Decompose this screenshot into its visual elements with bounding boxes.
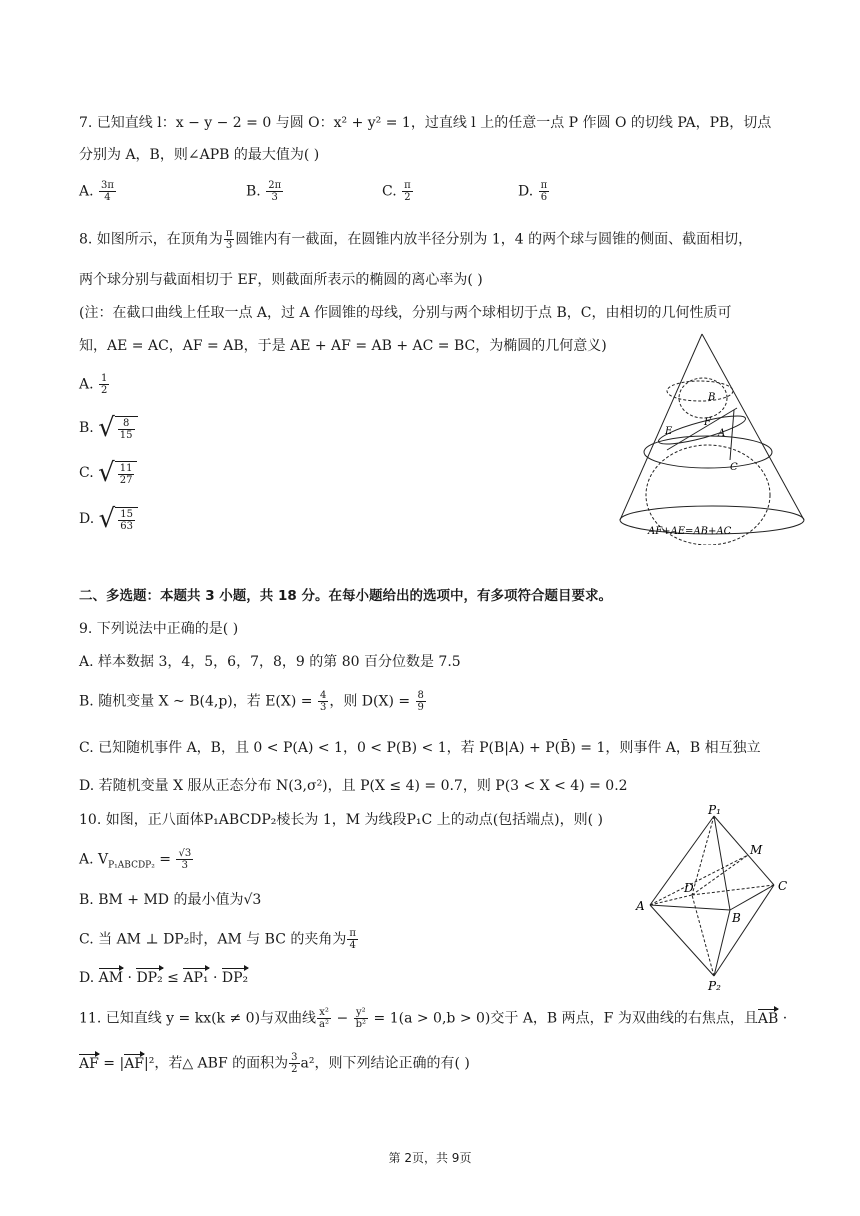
q8-option-c: C. √ $\frac{11}{27}$ [79,460,137,486]
cone-label-f: F [704,417,711,428]
q9-stem: 9. 下列说法中正确的是( ) [79,621,239,637]
cone-caption: AF+AE=AB+AC [648,526,732,537]
q10-option-b: B. BM + MD 的最小值为√3 [79,892,262,908]
section-2-heading: 二、多选题：本题共 3 小题，共 18 分。在每小题给出的选项中，有多项符合题目要求。 [79,588,612,604]
cone-label-b: B [708,392,716,403]
q11-line1: 11. 已知直线 y = kx(k ≠ 0)与双曲线 $\frac{\text{x²}}{\text{a²}}$ − $\frac{\text{y²}}{\text{b²}}$ = 1(a > 0,b > 0)交于 A，B 两点，F 为双曲线的右焦点，且AB · [79,1007,788,1030]
q9-option-c: C. 已知随机事件 A，B，且 0 < P(A) < 1，0 < P(B) < 1，若 P(B|A) + P(B̄) = 1，则事件 A，B 相互独立 [79,740,761,756]
oct-label-m: M [750,843,763,857]
cone-figure [612,330,812,545]
q10-stem: 10. 如图，正八面体P₁ABCDP₂棱长为 1，M 为线段P₁C 上的动点(包括端点)，则( ) [79,812,604,828]
q9-option-b: B. 随机变量 X ~ B(4,p)，若 E(X) = $\frac{4}{3}$ ，则 D(X) = $\frac{8}{9}$ [79,690,424,713]
oct-label-p2: P₂ [708,979,721,992]
oct-label-a: A [636,899,645,913]
q8-option-b: B. √ $\frac{8}{15}$ [79,415,138,441]
q10-option-c: C. 当 AM ⊥ DP₂时，AM 与 BC 的夹角为 $\frac{\pi}{4}$ [79,928,356,951]
q7-option-b: B. $\frac{2\pi}{3}$ [246,180,282,203]
q7-option-d: D. $\frac{\pi}{6}$ [518,180,548,203]
q8-line2: 两个球分别与截面相切于 EF，则截面所表示的椭圆的离心率为( ) [79,272,483,288]
cone-label-a: A [718,428,726,439]
q7-line2: 分别为 A，B，则∠APB 的最大值为( ) [79,147,320,163]
q11-line2: AF = |AF|²，若△ ABF 的面积为 $\frac{3}{2}$ a²，则下列结论正确的有( ) [79,1052,470,1075]
q8-option-d: D. √ $\frac{15}{63}$ [79,506,138,532]
q8-line1: 8. 如图所示，在顶角为 $\frac{\pi}{3}$ 圆锥内有一截面，在圆锥内放半径分别为 1，4 的两个球与圆锥的侧面、截面相切， [79,228,753,251]
octahedron-figure [630,800,800,992]
q9-option-a: A. 样本数据 3，4，5，6，7，8，9 的第 80 百分位数是 7.5 [79,654,461,670]
oct-label-c: C [778,879,788,893]
q7-option-a: A. $\frac{3\pi}{4}$ [79,180,114,203]
page-footer: 第 2页，共 9页 [388,1151,472,1165]
oct-label-p1: P₁ [708,803,721,817]
q8-line4: 知，AE = AC，AF = AB，于是 AE + AF = AB + AC = BC，为椭圆的几何意义) [79,338,607,354]
cone-label-c: C [730,462,738,473]
q9-option-d: D. 若随机变量 X 服从正态分布 N(3,σ²)，且 P(X ≤ 4) = 0.7，则 P(3 < X < 4) = 0.2 [79,778,628,794]
oct-label-b: B [732,911,741,925]
q8-line3: (注：在截口曲线上任取一点 A，过 A 作圆锥的母线，分别与两个球相切于点 B，C，由相切的几何性质可 [79,305,732,321]
q7-option-c: C. $\frac{\pi}{2}$ [382,180,411,203]
cone-label-e: E [665,426,673,437]
q8-option-a: A. $\frac{1}{2}$ [79,373,108,396]
q10-option-a: A. $V_{P_1ABCDP_2}$ = $\frac{√3}{3}$ [79,848,192,871]
oct-label-d: D [684,881,694,895]
q10-option-d: D. AM · DP₂ ≤ AP₁ · DP₂ [79,970,249,986]
q7-line1: 7. 已知直线 l：x − y − 2 = 0 与圆 O：x² + y² = 1，过直线 l 上的任意一点 P 作圆 O 的切线 PA，PB，切点 [79,115,772,131]
